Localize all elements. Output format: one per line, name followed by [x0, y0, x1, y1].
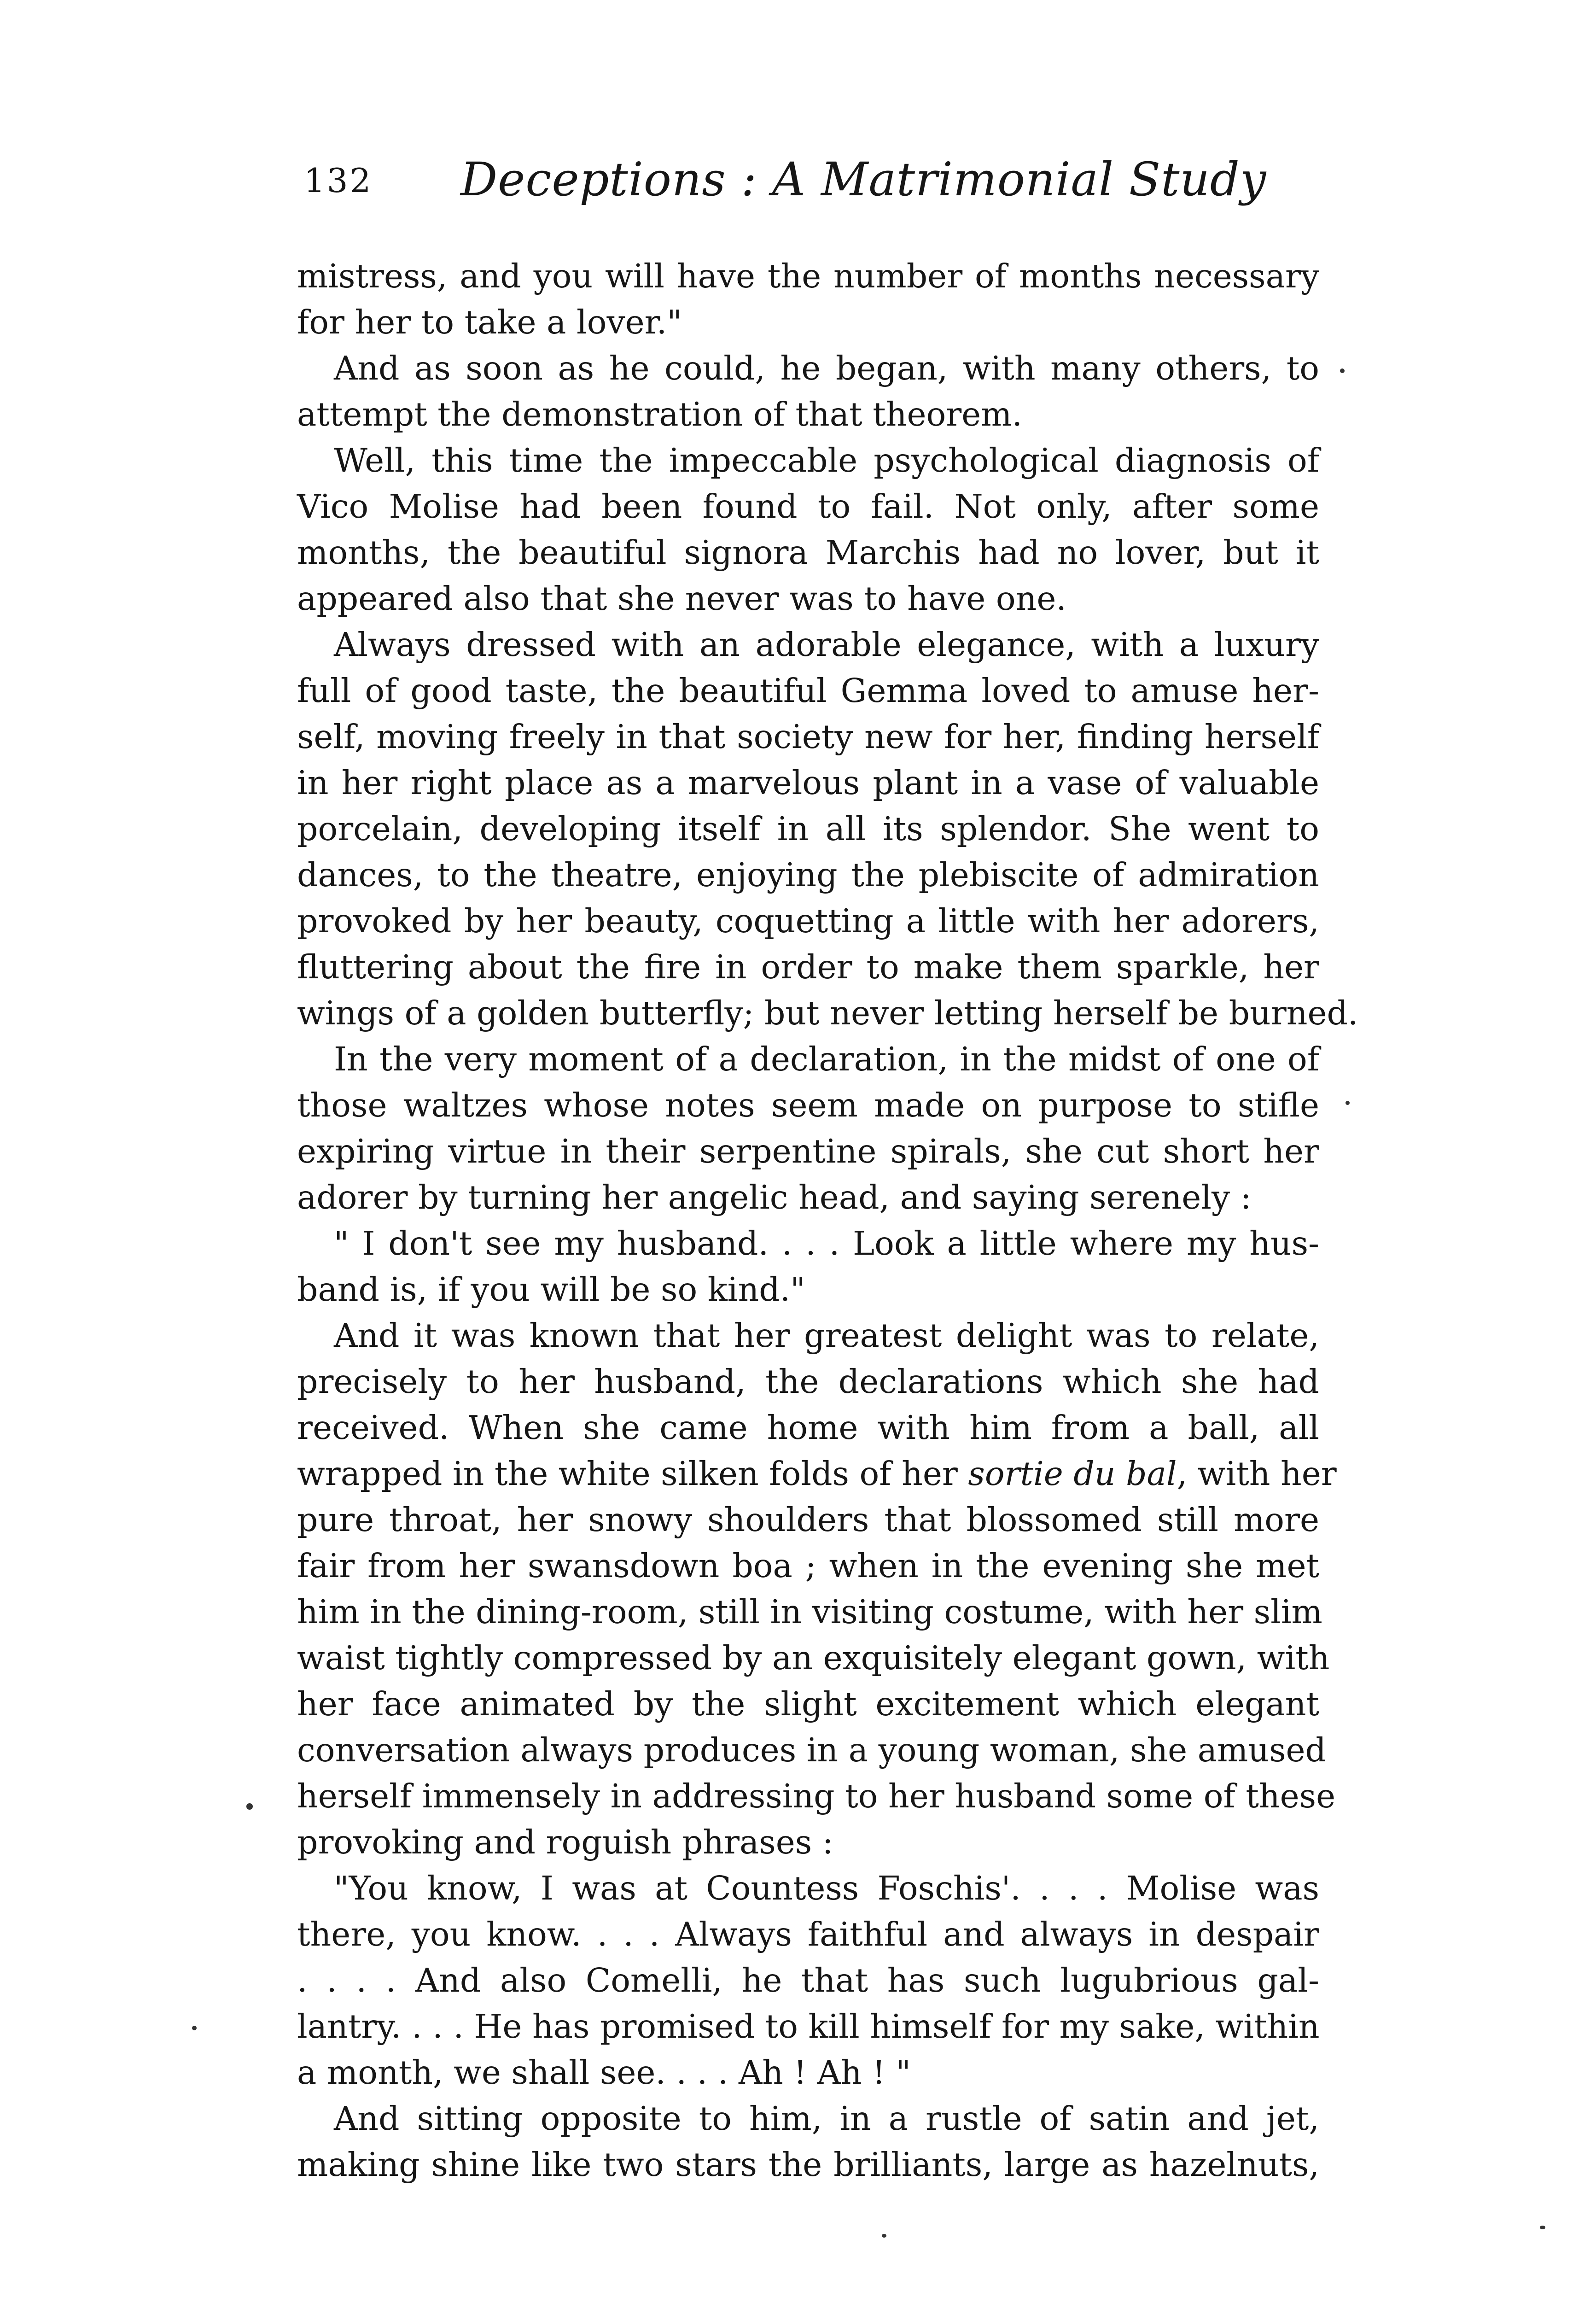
text-line: And as soon as he could, he began, with many others, to [334, 349, 1319, 387]
text-line: a month, we shall see. . . . Ah ! Ah ! " [297, 2053, 911, 2092]
text-line: expiring virtue in their serpentine spirals, she cut short her [297, 1132, 1319, 1170]
text-line: porcelain, developing itself in all its splendor. She went to [297, 810, 1319, 848]
running-title: Deceptions : A Matrimonial Study [460, 152, 1267, 206]
text-line: band is, if you will be so kind." [297, 1270, 805, 1309]
text-line: there, you know. . . . Always faithful and always in despair [297, 1915, 1319, 1953]
text-line: Always dressed with an adorable elegance, with a luxury [334, 625, 1319, 664]
body-text [297, 253, 1358, 2188]
text-line: mistress, and you will have the number of months necessary [297, 257, 1319, 295]
scan-speck [1540, 2226, 1545, 2229]
scan-speck [1346, 1101, 1350, 1105]
text-line-with-italic [297, 1451, 1337, 1497]
text-line: months, the beautiful signora Marchis had no lover, but it [297, 533, 1319, 572]
text-line: attempt the demonstration of that theorem. [297, 395, 1023, 433]
scan-speck [882, 2234, 886, 2238]
text-line: in her right place as a marvelous plant in a vase of valuable [297, 764, 1319, 802]
text-line: appeared also that she never was to have one. [297, 579, 1066, 618]
text-line: making shine like two stars the brilliants, large as hazelnuts, [297, 2145, 1319, 2184]
scan-speck [192, 2026, 197, 2030]
text-line: for her to take a lover." [297, 303, 682, 341]
scan-speck [246, 1803, 253, 1810]
text-line: Vico Molise had been found to fail. Not only, after some [297, 487, 1319, 526]
text-line: those waltzes whose notes seem made on purpose to stifle [297, 1086, 1319, 1124]
text-segment: , with her [1177, 1455, 1337, 1493]
text-line: her face animated by the slight excitement which elegant [297, 1685, 1319, 1723]
text-line: self, moving freely in that society new for her, finding herself [297, 718, 1319, 756]
text-line: fair from her swansdown boa ; when in the evening she met [297, 1547, 1319, 1585]
text-line: pure throat, her snowy shoulders that blossomed still more [297, 1501, 1319, 1539]
text-line: lantry. . . . He has promised to kill himself for my sake, within [297, 2007, 1320, 2046]
page-number: 132 [304, 161, 373, 200]
text-line: waist tightly compressed by an exquisitely elegant gown, with [297, 1639, 1330, 1677]
text-line: received. When she came home with him from a ball, all [297, 1409, 1319, 1447]
text-line: "You know, I was at Countess Foschis'. . . . Molise was [334, 1869, 1319, 1907]
text-line: And it was known that her greatest delight was to relate, [334, 1316, 1319, 1355]
page-header [304, 152, 1317, 221]
text-line: precisely to her husband, the declarations which she had [297, 1362, 1319, 1401]
text-line: In the very moment of a declaration, in the midst of one of [334, 1040, 1319, 1078]
text-line: adorer by turning her angelic head, and saying serenely : [297, 1178, 1252, 1216]
italic-phrase: sortie du bal [968, 1455, 1177, 1493]
text-line: conversation always produces in a young woman, she amused [297, 1731, 1327, 1769]
text-line: herself immensely in addressing to her husband some of these [297, 1777, 1336, 1815]
text-line: wings of a golden butterfly; but never letting herself be burned. [297, 994, 1358, 1032]
text-line: him in the dining-room, still in visiting costume, with her slim [297, 1593, 1322, 1631]
text-line: . . . . And also Comelli, he that has such lugubrious gal- [297, 1961, 1319, 1999]
text-line: provoked by her beauty, coquetting a little with her adorers, [297, 902, 1319, 940]
text-line: " I don't see my husband. . . . Look a little where my hus- [334, 1224, 1319, 1263]
text-line: Well, this time the impeccable psychological diagnosis of [334, 441, 1319, 479]
text-line: provoking and roguish phrases : [297, 1823, 833, 1861]
text-line: fluttering about the fire in order to make them sparkle, her [297, 948, 1319, 986]
text-line: And sitting opposite to him, in a rustle of satin and jet, [334, 2099, 1319, 2138]
text-line: dances, to the theatre, enjoying the plebiscite of admiration [297, 856, 1319, 894]
text-line: full of good taste, the beautiful Gemma loved to amuse her- [297, 672, 1319, 710]
text-segment: wrapped in the white silken folds of her [297, 1455, 958, 1493]
scan-speck [1340, 368, 1345, 373]
